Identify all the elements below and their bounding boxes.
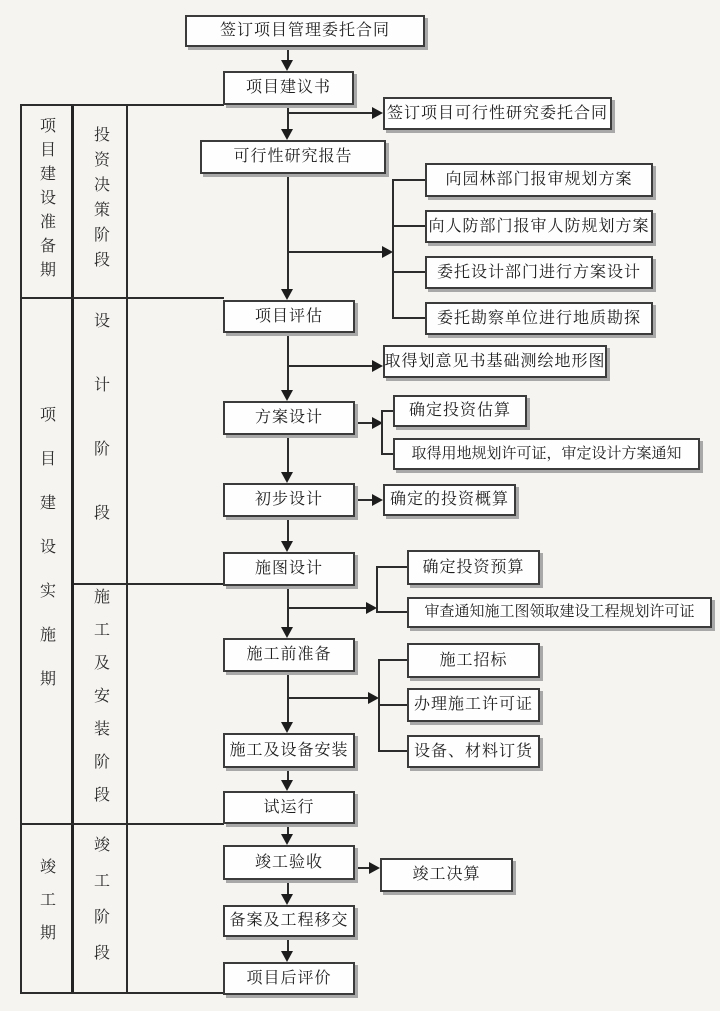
node-project-evaluation: 项目评估 xyxy=(223,300,355,333)
bracket-stub xyxy=(394,271,425,273)
arrow-down-icon xyxy=(281,541,293,552)
branch-line xyxy=(288,112,372,114)
bracket-line xyxy=(381,410,383,455)
node-construction-bidding: 施工招标 xyxy=(407,643,540,678)
bracket-stub xyxy=(383,453,393,455)
node-drawing-review-permit: 审查通知施工图领取建设工程规划许可证 xyxy=(407,597,712,628)
arrow-right-icon xyxy=(372,360,383,372)
stage-cell-design: 设计阶段 xyxy=(91,312,109,568)
node-construction-install: 施工及设备安装 xyxy=(223,733,355,768)
node-investment-budget: 确定投资预算 xyxy=(407,550,540,585)
bracket-stub xyxy=(383,410,393,412)
flow-line xyxy=(287,333,289,391)
bracket-stub xyxy=(380,750,407,752)
bracket-stub xyxy=(380,659,407,661)
arrow-down-icon xyxy=(281,894,293,905)
branch-line xyxy=(355,499,372,501)
node-obtain-survey-map: 取得划意见书基础测绘地形图 xyxy=(383,345,607,378)
bracket-stub xyxy=(394,225,425,227)
node-completion-acceptance: 竣工验收 xyxy=(223,845,355,880)
node-construction-permit: 办理施工许可证 xyxy=(407,688,540,722)
bracket-line xyxy=(376,566,378,613)
node-entrust-design: 委托设计部门进行方案设计 xyxy=(425,256,653,289)
node-post-evaluation: 项目后评价 xyxy=(223,962,355,995)
node-pre-construction: 施工前准备 xyxy=(223,638,355,672)
bracket-line xyxy=(392,179,394,319)
stage-cell-completion: 竣工阶段 xyxy=(91,835,109,980)
table-border-bottom xyxy=(20,992,224,994)
branch-line xyxy=(288,697,368,699)
branch-line xyxy=(288,607,366,609)
node-investment-estimate: 确定投资估算 xyxy=(393,395,527,427)
node-report-civil-defense: 向人防部门报审人防规划方案 xyxy=(425,210,653,243)
node-project-proposal: 项目建议书 xyxy=(223,71,354,105)
arrow-down-icon xyxy=(281,780,293,791)
bracket-stub xyxy=(380,704,407,706)
arrow-down-icon xyxy=(281,834,293,845)
flow-line xyxy=(287,47,289,61)
table-divider-middle xyxy=(71,105,74,993)
flow-line xyxy=(287,517,289,542)
period-cell-implementation: 项目建设实施期 xyxy=(37,406,55,714)
node-investment-rough-budget: 确定的投资概算 xyxy=(383,484,516,516)
arrow-down-icon xyxy=(281,951,293,962)
period-cell-completion: 竣工期 xyxy=(37,858,55,957)
flow-line xyxy=(287,105,289,130)
arrow-down-icon xyxy=(281,390,293,401)
arrow-down-icon xyxy=(281,472,293,483)
branch-line xyxy=(288,365,372,367)
node-trial-run: 试运行 xyxy=(223,791,355,824)
node-filing-handover: 备案及工程移交 xyxy=(223,905,355,937)
stage-cell-investment-decision: 投资决策阶段 xyxy=(91,126,109,276)
node-entrust-survey: 委托勘察单位进行地质勘探 xyxy=(425,302,653,335)
bracket-stub xyxy=(394,317,425,319)
period-cell-preparation: 项目建设准备期 xyxy=(37,117,55,285)
arrow-right-icon xyxy=(372,494,383,506)
arrow-right-icon xyxy=(369,862,380,874)
node-sign-feasibility-contract: 签订项目可行性研究委托合同 xyxy=(383,97,612,130)
node-completion-settlement: 竣工决算 xyxy=(380,858,513,892)
branch-line xyxy=(355,422,372,424)
node-land-permit: 取得用地规划许可证，审定设计方案通知 xyxy=(393,438,700,470)
branch-line xyxy=(288,251,382,253)
arrow-down-icon xyxy=(281,722,293,733)
node-preliminary-design: 初步设计 xyxy=(223,483,355,517)
flow-line xyxy=(287,880,289,895)
flow-line xyxy=(287,174,289,290)
arrow-down-icon xyxy=(281,289,293,300)
stage-cell-construction-install: 施工及安装阶段 xyxy=(91,587,109,819)
flow-line xyxy=(287,937,289,952)
node-drawing-design: 施图设计 xyxy=(223,552,355,586)
arrow-right-icon xyxy=(372,107,383,119)
node-feasibility-report: 可行性研究报告 xyxy=(200,140,386,174)
node-scheme-design: 方案设计 xyxy=(223,401,355,435)
bracket-stub xyxy=(394,179,425,181)
node-equipment-order: 设备、材料订货 xyxy=(407,735,540,768)
arrow-down-icon xyxy=(281,60,293,71)
node-report-garden: 向园林部门报审规划方案 xyxy=(425,163,653,197)
branch-line xyxy=(355,867,369,869)
arrow-down-icon xyxy=(281,627,293,638)
arrow-down-icon xyxy=(281,129,293,140)
table-border-right xyxy=(126,105,128,993)
bracket-stub xyxy=(378,611,407,613)
node-sign-mgmt-contract: 签订项目管理委托合同 xyxy=(185,15,425,47)
flow-line xyxy=(287,435,289,473)
bracket-stub xyxy=(378,566,407,568)
